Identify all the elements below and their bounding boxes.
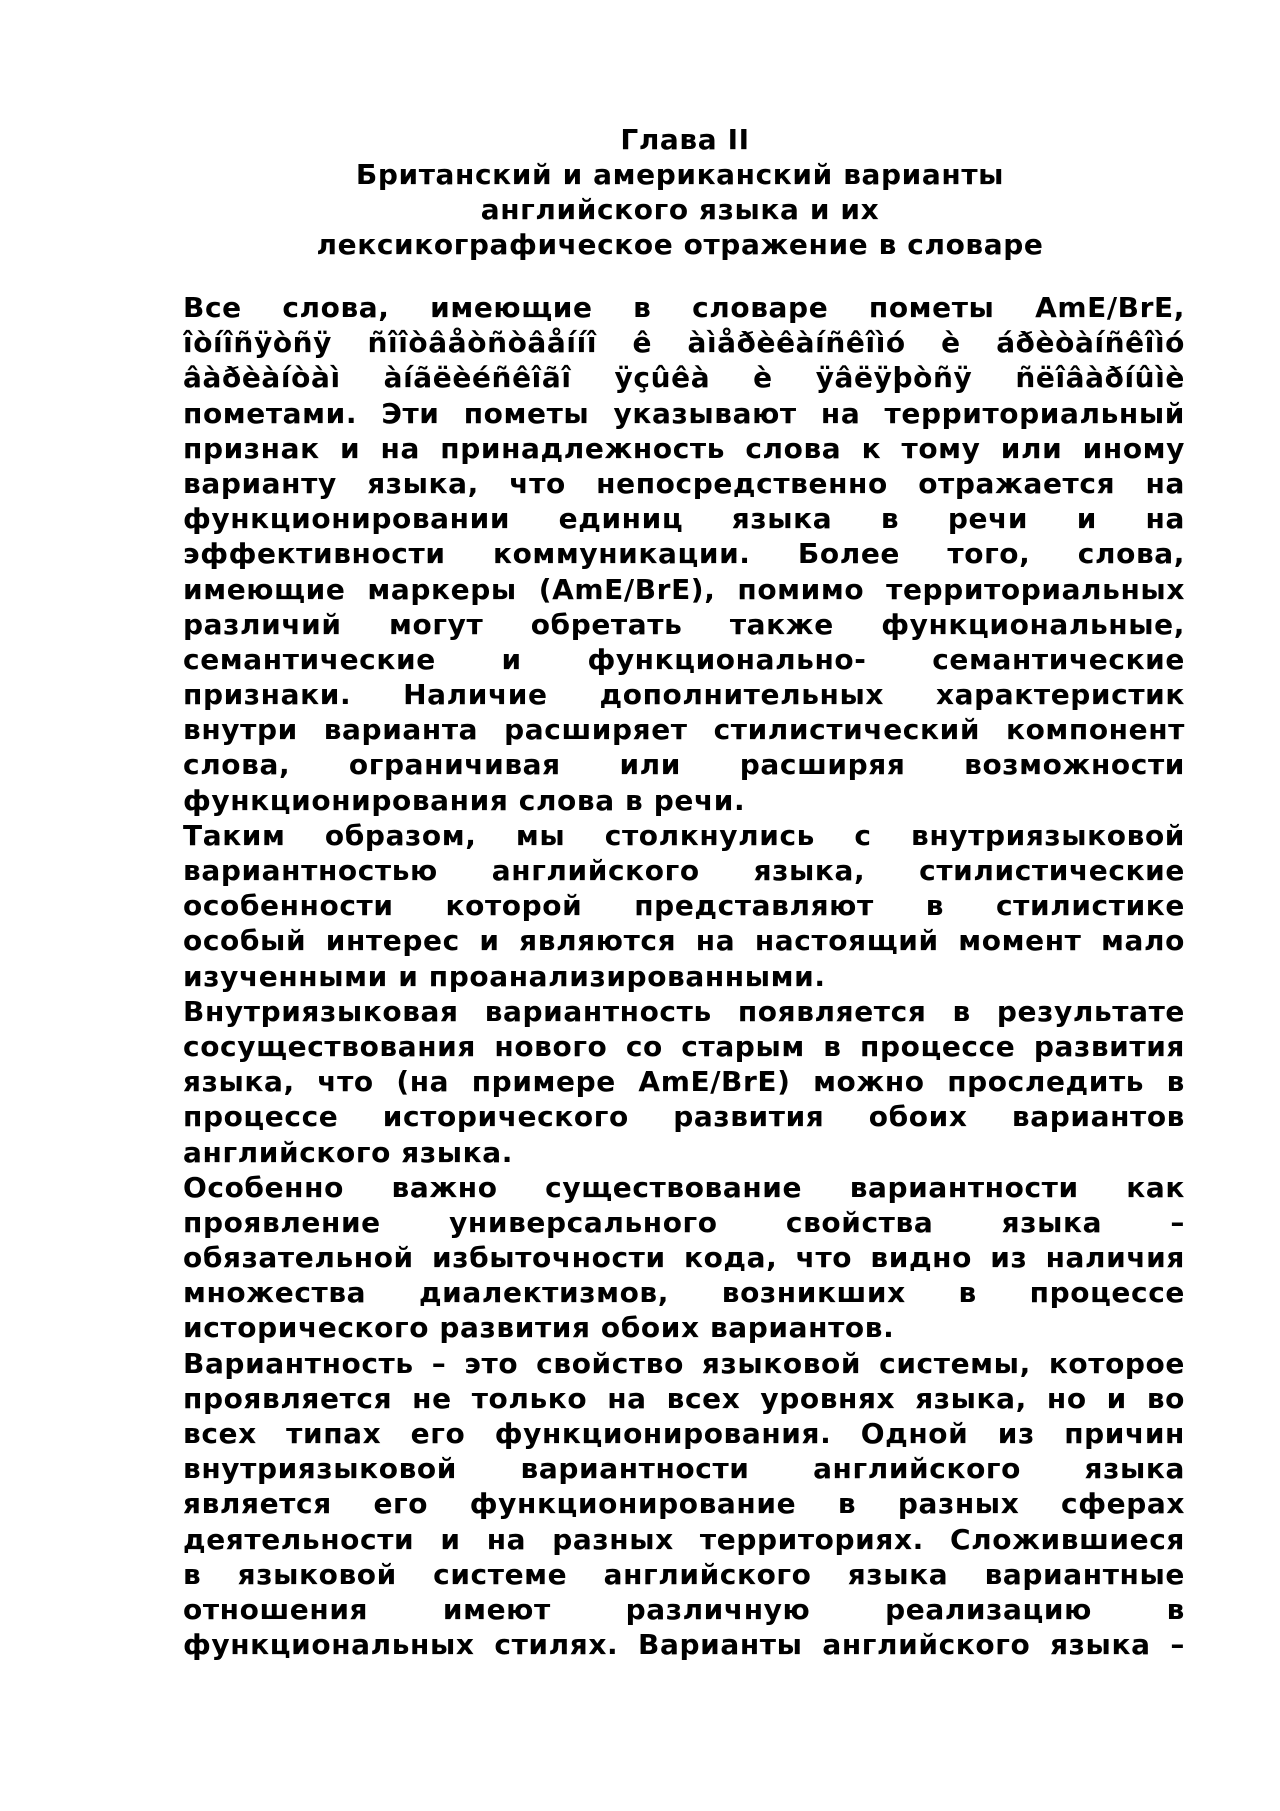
paragraph [183, 1346, 1185, 1663]
text-line: пометами. Эти пометы указывают на территориальный [183, 396, 1185, 430]
chapter-number: Глава II [620, 123, 750, 156]
body-text [183, 290, 1185, 1662]
text-line: признаки. Наличие дополнительных характеристик [183, 678, 1185, 712]
text-line: обязательной избыточности кода, что видно из наличия [183, 1241, 1185, 1275]
paragraph [183, 290, 1185, 818]
text-line: имеющие маркеры (AmE/BrE), помимо территориальных [183, 572, 1185, 606]
text-line: Все слова, имеющие в словаре пометы AmE/BrE, [183, 291, 1185, 324]
text-line: слова, ограничивая или расширяя возможности [183, 748, 1185, 782]
chapter-heading [180, 122, 1180, 262]
text-line: в языковой системе английского языка вариантные [183, 1557, 1185, 1591]
text-line: внутри варианта расширяет стилистический компонент [183, 713, 1185, 747]
text-line: Вариантность – это свойство языковой системы, которое [183, 1346, 1185, 1380]
text-line: внутриязыковой вариантности английского языка [183, 1452, 1185, 1486]
text-line: проявляется не только на всех уровнях языка, но и во [183, 1381, 1185, 1415]
text-line: множества диалектизмов, возникших в процессе [183, 1276, 1185, 1310]
text-line: особенности которой представляют в стилистике [183, 889, 1185, 923]
text-line: эффективности коммуникации. Более того, слова, [183, 537, 1185, 571]
text-line: отношения имеют различную реализацию в [183, 1592, 1185, 1626]
chapter-title-line: Британский и американский варианты [355, 158, 1005, 191]
paragraph [183, 994, 1185, 1170]
text-line: языка, что (на примере AmE/BrE) можно проследить в [183, 1065, 1185, 1099]
text-line: исторического развития обоих вариантов. [183, 1311, 895, 1345]
chapter-title-line: английского языка и их [480, 193, 880, 226]
text-line: проявление универсального свойства языка – [183, 1205, 1185, 1239]
text-line: всех типах его функционирования. Одной из причин [183, 1417, 1185, 1450]
text-line: особый интерес и являются на настоящий момент мало [183, 924, 1185, 958]
text-line: âàðèàíòàì àíãëèéñêîãî ÿçûêà è ÿâëÿþòñÿ ñëîâàðíûìè [183, 361, 1185, 395]
text-line: îòíîñÿòñÿ ñîîòâåòñòâåííî ê àìåðèêàíñêîìó è áðèòàíñêîìó [183, 326, 1185, 360]
text-line: сосуществования нового со старым в процессе развития [183, 1029, 1185, 1063]
text-line: Таким образом, мы столкнулись с внутриязыковой [183, 818, 1185, 852]
text-line: семантические и функционально- семантические [183, 642, 1185, 676]
text-line: вариантностью английского языка, стилистические [183, 854, 1185, 887]
paragraph [183, 1170, 1185, 1346]
text-line: варианту языка, что непосредственно отражается на [183, 466, 1185, 500]
text-line: функциональных стилях. Варианты английского языка – [183, 1628, 1185, 1662]
text-line: деятельности и на разных территориях. Сложившиеся [183, 1522, 1185, 1556]
text-line: функционирования слова в речи. [183, 783, 746, 817]
chapter-title-line: лексикографическое отражение в словаре [316, 228, 1044, 261]
text-line: функционировании единиц языка в речи и на [183, 502, 1185, 536]
text-line: процессе исторического развития обоих вариантов [183, 1100, 1185, 1134]
text-line: является его функционирование в разных сферах [183, 1487, 1185, 1521]
text-line: английского языка. [183, 1135, 513, 1169]
text-line: Внутриязыковая вариантность появляется в результате [183, 994, 1185, 1028]
text-line: различий могут обретать также функциональные, [183, 607, 1185, 641]
text-line: Особенно важно существование вариантности как [183, 1170, 1185, 1204]
text-line: признак и на принадлежность слова к тому или иному [183, 431, 1185, 465]
paragraph [183, 818, 1185, 994]
text-line: изученными и проанализированными. [183, 959, 826, 993]
